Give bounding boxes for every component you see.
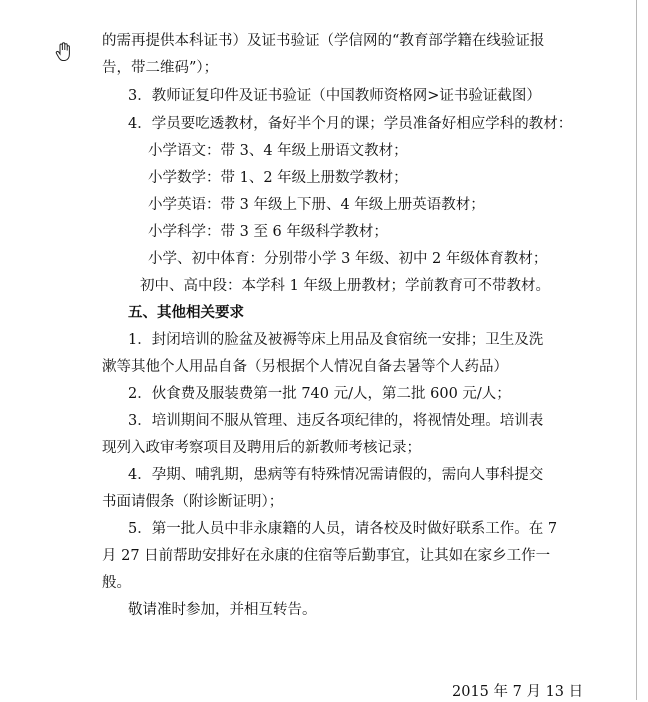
req-2-fees: 2．伙食费及服装费第一批 740 元/人，第二批 600 元/人； bbox=[128, 386, 511, 402]
textbook-math: 小学数学：带 1、2 年级上册数学教材； bbox=[148, 170, 408, 186]
req-3-line-2: 现列入政审考察项目及聘用后的新教师考核记录； bbox=[102, 440, 421, 456]
para-line-2: 告，带二维码”）； bbox=[102, 60, 219, 76]
req-5-line-1: 5．第一批人员中非永康籍的人员，请各校及时做好联系工作。在 7 bbox=[128, 521, 558, 537]
document-date: 2015 年 7 月 13 日 bbox=[452, 684, 584, 700]
req-1-line-2: 漱等其他个人用品自备（另根据个人情况自备去暑等个人药品） bbox=[102, 359, 508, 375]
textbook-science: 小学科学：带 3 至 6 年级科学教材； bbox=[148, 224, 388, 240]
section-heading-5: 五、其他相关要求 bbox=[128, 304, 244, 321]
page-edge bbox=[636, 0, 637, 700]
para-line-1: 的需再提供本科证书）及证书验证（学信网的“教育部学籍在线验证报 bbox=[102, 33, 545, 49]
textbook-secondary: 初中、高中段：本学科 1 年级上册教材；学前教育可不带教材。 bbox=[140, 278, 550, 294]
req-5-line-2: 月 27 日前帮助安排好在永康的住宿等后勤事宜，让其如在家乡工作一 bbox=[102, 548, 551, 564]
req-3-line-1: 3．培训期间不服从管理、违反各项纪律的，将视情处理。培训表 bbox=[128, 413, 544, 429]
textbook-pe: 小学、初中体育：分别带小学 3 年级、初中 2 年级体育教材； bbox=[148, 251, 548, 267]
req-4-line-1: 4．孕期、哺乳期，患病等有特殊情况需请假的，需向人事科提交 bbox=[128, 467, 544, 483]
req-1-line-1: 1．封闭培训的脸盆及被褥等床上用品及食宿统一安排；卫生及洗 bbox=[128, 332, 544, 348]
req-5-line-3: 般。 bbox=[102, 575, 131, 591]
item-3-cert: 3．教师证复印件及证书验证（中国教师资格网>证书验证截图） bbox=[128, 88, 541, 104]
item-4-textbooks: 4．学员要吃透教材，备好半个月的课；学员准备好相应学科的教材： bbox=[128, 116, 573, 132]
req-4-line-2: 书面请假条（附诊断证明）； bbox=[102, 494, 284, 510]
closing-remark: 敬请准时参加，并相互转告。 bbox=[128, 602, 317, 618]
textbook-english: 小学英语：带 3 年级上下册、4 年级上册英语教材； bbox=[148, 197, 485, 213]
hand-cursor-icon bbox=[55, 42, 73, 62]
textbook-chinese: 小学语文：带 3、4 年级上册语文教材； bbox=[148, 143, 408, 159]
